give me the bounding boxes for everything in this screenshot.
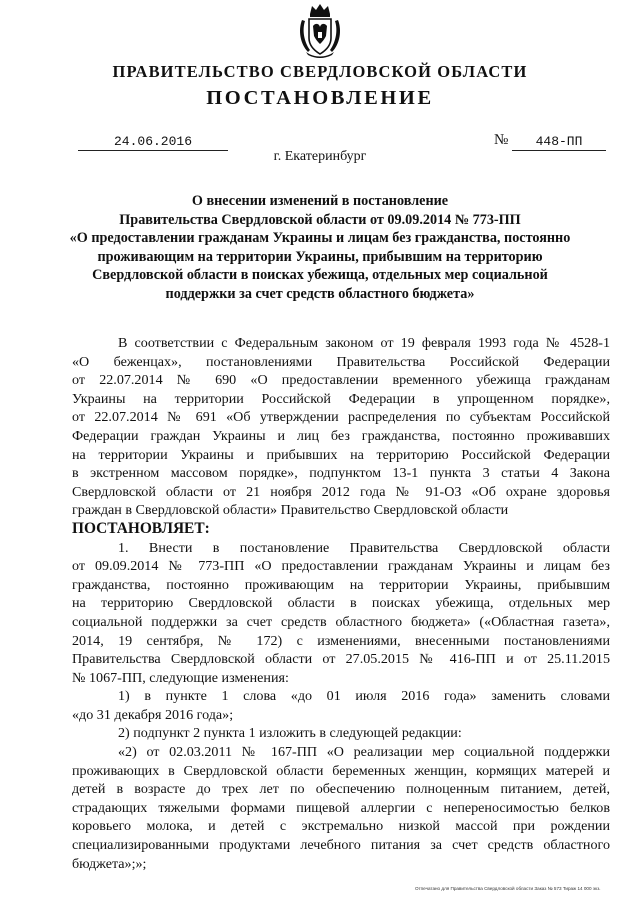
- body-line: гражданства, постоянно проживающим на территории Украины, прибывшим: [72, 576, 610, 593]
- body-line: Федерации граждан Украины и лиц без гражданства, постоянно проживавших: [72, 427, 610, 444]
- body-line: 2014, 19 сентября, № 172) с изменениями, внесенными постановлениями: [72, 632, 610, 649]
- title-line: «О предоставлении гражданам Украины и лицам без гражданства, постоянно: [69, 230, 571, 247]
- body-line: Свердловской области от 21 ноября 2012 года № 91-ОЗ «Об охране здоровья: [72, 483, 610, 500]
- title-line: проживающим на территории Украины, прибывшим на территорию: [97, 248, 543, 265]
- body-line: коровьего молока, и детей с экстремально низкой массой при рождении: [72, 818, 610, 835]
- body-line: от 22.07.2014 № 691 «Об утверждении распределения по субъектам Российской: [72, 409, 610, 426]
- body-line: специализированными продуктами лечебного питания за счет средств областного: [72, 837, 610, 854]
- body-line: на территории Украины и прибывших на территорию Российской Федерации: [72, 446, 610, 463]
- body-line: бюджета»;»;: [72, 855, 147, 872]
- body-line: на территорию Свердловской области в поисках убежища, отдельных мер: [72, 595, 610, 612]
- organization-name: ПРАВИТЕЛЬСТВО СВЕРДЛОВСКОЙ ОБЛАСТИ: [112, 62, 528, 81]
- body-line: «О беженцах», постановлениями Правительства Российской Федерации: [72, 353, 610, 370]
- resolves-heading: ПОСТАНОВЛЯЕТ:: [72, 519, 210, 537]
- body-line: граждан в Свердловской области» Правительство Свердловской области: [72, 502, 509, 519]
- body-line: № 1067-ПП, следующие изменения:: [72, 669, 289, 686]
- body-line: проживающих в Свердловской области беременных женщин, кормящих матерей и: [72, 762, 610, 779]
- body-line: детей в возрасте до трех лет по обеспечению полноценным питанием, детей,: [72, 781, 610, 798]
- body-line: 2) подпункт 2 пункта 1 изложить в следующей редакции:: [118, 725, 462, 742]
- body-line: от 22.07.2014 № 690 «О предоставлении временного убежища гражданам: [72, 372, 610, 389]
- document-title: [60, 192, 580, 304]
- body-line: «2) от 02.03.2011 № 167-ПП «О реализации мер социальной поддержки: [118, 744, 610, 761]
- title-line: Правительства Свердловской области от 09.09.2014 № 773-ПП: [119, 211, 521, 228]
- title-line: поддержки за счет средств областного бюджета»: [165, 285, 475, 302]
- document-number: 448-ПП: [512, 133, 606, 151]
- title-line: О внесении изменений в постановление: [191, 193, 449, 209]
- document-body: [72, 334, 610, 873]
- document-type: ПОСТАНОВЛЕНИЕ: [206, 87, 434, 109]
- body-line: «до 31 декабря 2016 года»;: [72, 706, 234, 723]
- print-footer: Отпечатано для Правительства Свердловской области Заказ № 573 Тираж 14 000 экз.: [415, 886, 601, 891]
- body-line: социальной поддержки за счет средств областного бюджета» («Областная газета»,: [72, 613, 610, 630]
- body-line: 1. Внести в постановление Правительства Свердловской области: [118, 539, 610, 556]
- body-line: 1) в пункте 1 слова «до 01 июля 2016 года» заменить словами: [118, 688, 610, 705]
- body-line: Правительства Свердловской области от 27.05.2015 № 416-ПП и от 25.11.2015: [72, 651, 610, 668]
- body-line: от 09.09.2014 № 773-ПП «О предоставлении гражданам Украины и лицам без: [72, 558, 610, 575]
- body-line: в экстренном массовом порядке», подпунктом 13-1 пункта 3 статьи 4 Закона: [72, 465, 610, 482]
- coat-of-arms-icon: [298, 2, 342, 58]
- document-date: 24.06.2016: [78, 133, 228, 151]
- title-line: Свердловской области в поисках убежища, отдельных мер социальной: [92, 267, 548, 284]
- body-line: страдающих тяжелыми формами пищевой аллергии с непереносимостью белков: [72, 799, 610, 816]
- document-city: г. Екатеринбург: [273, 149, 367, 164]
- number-sign: №: [494, 132, 509, 148]
- body-line: Украины на территории Российской Федерации в упрощенном порядке»,: [72, 390, 610, 407]
- body-line: В соответствии с Федеральным законом от 19 февраля 1993 года № 4528-1: [118, 335, 610, 351]
